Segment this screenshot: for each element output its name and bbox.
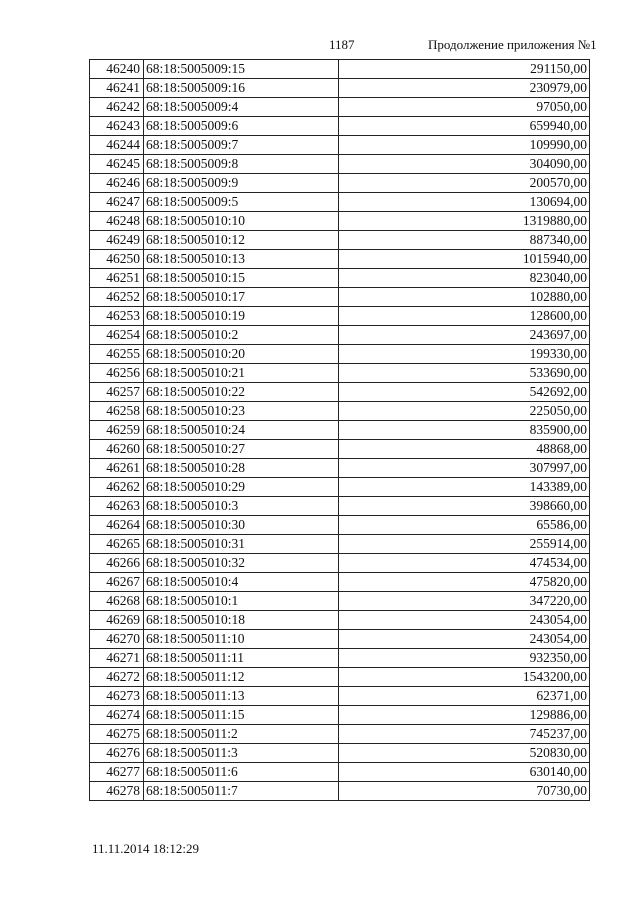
cadastral-number-cell: 68:18:5005010:20 (144, 345, 339, 364)
cadastral-number-cell: 68:18:5005010:28 (144, 459, 339, 478)
table-row (90, 136, 590, 155)
cadastral-number-cell: 68:18:5005010:15 (144, 269, 339, 288)
cadastral-value-cell: 62371,00 (339, 687, 590, 706)
table-row (90, 231, 590, 250)
row-number-cell: 46259 (90, 421, 144, 440)
row-number-cell: 46274 (90, 706, 144, 725)
cadastral-value-cell: 520830,00 (339, 744, 590, 763)
row-number-cell: 46262 (90, 478, 144, 497)
cadastral-number-cell: 68:18:5005010:21 (144, 364, 339, 383)
cadastral-number-cell: 68:18:5005010:2 (144, 326, 339, 345)
cadastral-value-cell: 102880,00 (339, 288, 590, 307)
cadastral-value-cell: 129886,00 (339, 706, 590, 725)
table-row (90, 212, 590, 231)
cadastral-value-cell: 143389,00 (339, 478, 590, 497)
cadastral-value-cell: 97050,00 (339, 98, 590, 117)
row-number-cell: 46263 (90, 497, 144, 516)
cadastral-number-cell: 68:18:5005010:19 (144, 307, 339, 326)
table-row (90, 649, 590, 668)
row-number-cell: 46247 (90, 193, 144, 212)
cadastral-number-cell: 68:18:5005009:7 (144, 136, 339, 155)
cadastral-number-cell: 68:18:5005010:24 (144, 421, 339, 440)
table-row (90, 364, 590, 383)
row-number-cell: 46241 (90, 79, 144, 98)
cadastral-number-cell: 68:18:5005011:7 (144, 782, 339, 801)
cadastral-number-cell: 68:18:5005010:22 (144, 383, 339, 402)
cadastral-value-cell: 65586,00 (339, 516, 590, 535)
cadastral-number-cell: 68:18:5005010:30 (144, 516, 339, 535)
table-row (90, 611, 590, 630)
row-number-cell: 46249 (90, 231, 144, 250)
row-number-cell: 46264 (90, 516, 144, 535)
table-row (90, 744, 590, 763)
cadastral-number-cell: 68:18:5005009:6 (144, 117, 339, 136)
cadastral-number-cell: 68:18:5005010:12 (144, 231, 339, 250)
cadastral-value-cell: 835900,00 (339, 421, 590, 440)
table-row (90, 668, 590, 687)
cadastral-value-cell: 200570,00 (339, 174, 590, 193)
row-number-cell: 46268 (90, 592, 144, 611)
cadastral-number-cell: 68:18:5005010:31 (144, 535, 339, 554)
cadastral-number-cell: 68:18:5005009:5 (144, 193, 339, 212)
table-row (90, 516, 590, 535)
cadastral-number-cell: 68:18:5005011:13 (144, 687, 339, 706)
print-timestamp: 11.11.2014 18:12:29 (92, 841, 200, 856)
row-number-cell: 46248 (90, 212, 144, 231)
table-row (90, 421, 590, 440)
row-number-cell: 46270 (90, 630, 144, 649)
row-number-cell: 46260 (90, 440, 144, 459)
cadastral-number-cell: 68:18:5005009:8 (144, 155, 339, 174)
cadastral-value-cell: 887340,00 (339, 231, 590, 250)
cadastral-number-cell: 68:18:5005010:4 (144, 573, 339, 592)
cadastral-value-cell: 307997,00 (339, 459, 590, 478)
cadastral-value-cell: 70730,00 (339, 782, 590, 801)
row-number-cell: 46240 (90, 60, 144, 79)
cadastral-value-cell: 1015940,00 (339, 250, 590, 269)
row-number-cell: 46252 (90, 288, 144, 307)
row-number-cell: 46245 (90, 155, 144, 174)
cadastral-value-cell: 130694,00 (339, 193, 590, 212)
cadastral-number-cell: 68:18:5005009:15 (144, 60, 339, 79)
table-row (90, 725, 590, 744)
cadastral-number-cell: 68:18:5005010:29 (144, 478, 339, 497)
cadastral-value-cell: 823040,00 (339, 269, 590, 288)
table-row (90, 60, 590, 79)
row-number-cell: 46276 (90, 744, 144, 763)
row-number-cell: 46273 (90, 687, 144, 706)
cadastral-value-cell: 932350,00 (339, 649, 590, 668)
row-number-cell: 46277 (90, 763, 144, 782)
cadastral-number-cell: 68:18:5005009:16 (144, 79, 339, 98)
cadastral-number-cell: 68:18:5005011:6 (144, 763, 339, 782)
row-number-cell: 46257 (90, 383, 144, 402)
table-row (90, 326, 590, 345)
table-row (90, 782, 590, 801)
table-row (90, 763, 590, 782)
table-row (90, 459, 590, 478)
row-number-cell: 46255 (90, 345, 144, 364)
table-row (90, 573, 590, 592)
table-row (90, 440, 590, 459)
cadastral-number-cell: 68:18:5005010:27 (144, 440, 339, 459)
cadastral-number-cell: 68:18:5005010:18 (144, 611, 339, 630)
cadastral-value-cell: 659940,00 (339, 117, 590, 136)
row-number-cell: 46267 (90, 573, 144, 592)
cadastral-number-cell: 68:18:5005011:10 (144, 630, 339, 649)
cadastral-value-cell: 230979,00 (339, 79, 590, 98)
table-row (90, 98, 590, 117)
table-row (90, 155, 590, 174)
cadastral-value-cell: 109990,00 (339, 136, 590, 155)
table-row (90, 307, 590, 326)
row-number-cell: 46266 (90, 554, 144, 573)
table-row (90, 478, 590, 497)
cadastral-value-cell: 243697,00 (339, 326, 590, 345)
row-number-cell: 46278 (90, 782, 144, 801)
table-row (90, 706, 590, 725)
cadastral-value-cell: 243054,00 (339, 611, 590, 630)
row-number-cell: 46269 (90, 611, 144, 630)
cadastral-value-cell: 225050,00 (339, 402, 590, 421)
cadastral-value-cell: 199330,00 (339, 345, 590, 364)
table-row (90, 193, 590, 212)
row-number-cell: 46256 (90, 364, 144, 383)
cadastral-value-cell: 745237,00 (339, 725, 590, 744)
cadastral-number-cell: 68:18:5005009:4 (144, 98, 339, 117)
cadastral-number-cell: 68:18:5005010:13 (144, 250, 339, 269)
row-number-cell: 46253 (90, 307, 144, 326)
cadastral-value-cell: 291150,00 (339, 60, 590, 79)
cadastral-value-cell: 48868,00 (339, 440, 590, 459)
table-row (90, 345, 590, 364)
cadastral-number-cell: 68:18:5005011:2 (144, 725, 339, 744)
cadastral-number-cell: 68:18:5005010:3 (144, 497, 339, 516)
cadastral-value-cell: 630140,00 (339, 763, 590, 782)
table-row (90, 554, 590, 573)
cadastral-number-cell: 68:18:5005010:10 (144, 212, 339, 231)
table-row (90, 383, 590, 402)
cadastral-value-cell: 1543200,00 (339, 668, 590, 687)
cadastral-value-cell: 533690,00 (339, 364, 590, 383)
cadastral-number-cell: 68:18:5005011:3 (144, 744, 339, 763)
row-number-cell: 46272 (90, 668, 144, 687)
cadastral-value-cell: 255914,00 (339, 535, 590, 554)
cadastral-value-cell: 243054,00 (339, 630, 590, 649)
row-number-cell: 46254 (90, 326, 144, 345)
cadastral-number-cell: 68:18:5005011:11 (144, 649, 339, 668)
table-row (90, 250, 590, 269)
table-row (90, 117, 590, 136)
cadastral-value-cell: 542692,00 (339, 383, 590, 402)
table-row (90, 402, 590, 421)
cadastral-value-cell: 1319880,00 (339, 212, 590, 231)
table-row (90, 592, 590, 611)
row-number-cell: 46251 (90, 269, 144, 288)
cadastral-value-cell: 347220,00 (339, 592, 590, 611)
cadastral-number-cell: 68:18:5005010:1 (144, 592, 339, 611)
cadastral-value-cell: 128600,00 (339, 307, 590, 326)
table-row (90, 687, 590, 706)
table-row (90, 269, 590, 288)
table-row (90, 630, 590, 649)
cadastral-value-cell: 475820,00 (339, 573, 590, 592)
cadastral-number-cell: 68:18:5005011:12 (144, 668, 339, 687)
cadastral-value-cell: 398660,00 (339, 497, 590, 516)
row-number-cell: 46271 (90, 649, 144, 668)
cadastral-value-cell: 304090,00 (339, 155, 590, 174)
row-number-cell: 46261 (90, 459, 144, 478)
cadastral-value-table (89, 59, 590, 801)
table-row (90, 79, 590, 98)
row-number-cell: 46246 (90, 174, 144, 193)
table-row (90, 535, 590, 554)
row-number-cell: 46242 (90, 98, 144, 117)
row-number-cell: 46258 (90, 402, 144, 421)
row-number-cell: 46265 (90, 535, 144, 554)
row-number-cell: 46250 (90, 250, 144, 269)
cadastral-number-cell: 68:18:5005011:15 (144, 706, 339, 725)
row-number-cell: 46244 (90, 136, 144, 155)
table-row (90, 497, 590, 516)
row-number-cell: 46275 (90, 725, 144, 744)
table-body (90, 60, 590, 801)
page-number: 1187 (329, 37, 355, 52)
table-row (90, 174, 590, 193)
cadastral-value-cell: 474534,00 (339, 554, 590, 573)
row-number-cell: 46243 (90, 117, 144, 136)
cadastral-number-cell: 68:18:5005010:23 (144, 402, 339, 421)
cadastral-number-cell: 68:18:5005010:32 (144, 554, 339, 573)
cadastral-number-cell: 68:18:5005009:9 (144, 174, 339, 193)
cadastral-number-cell: 68:18:5005010:17 (144, 288, 339, 307)
table-row (90, 288, 590, 307)
appendix-caption: Продолжение приложения №1 (428, 37, 597, 52)
